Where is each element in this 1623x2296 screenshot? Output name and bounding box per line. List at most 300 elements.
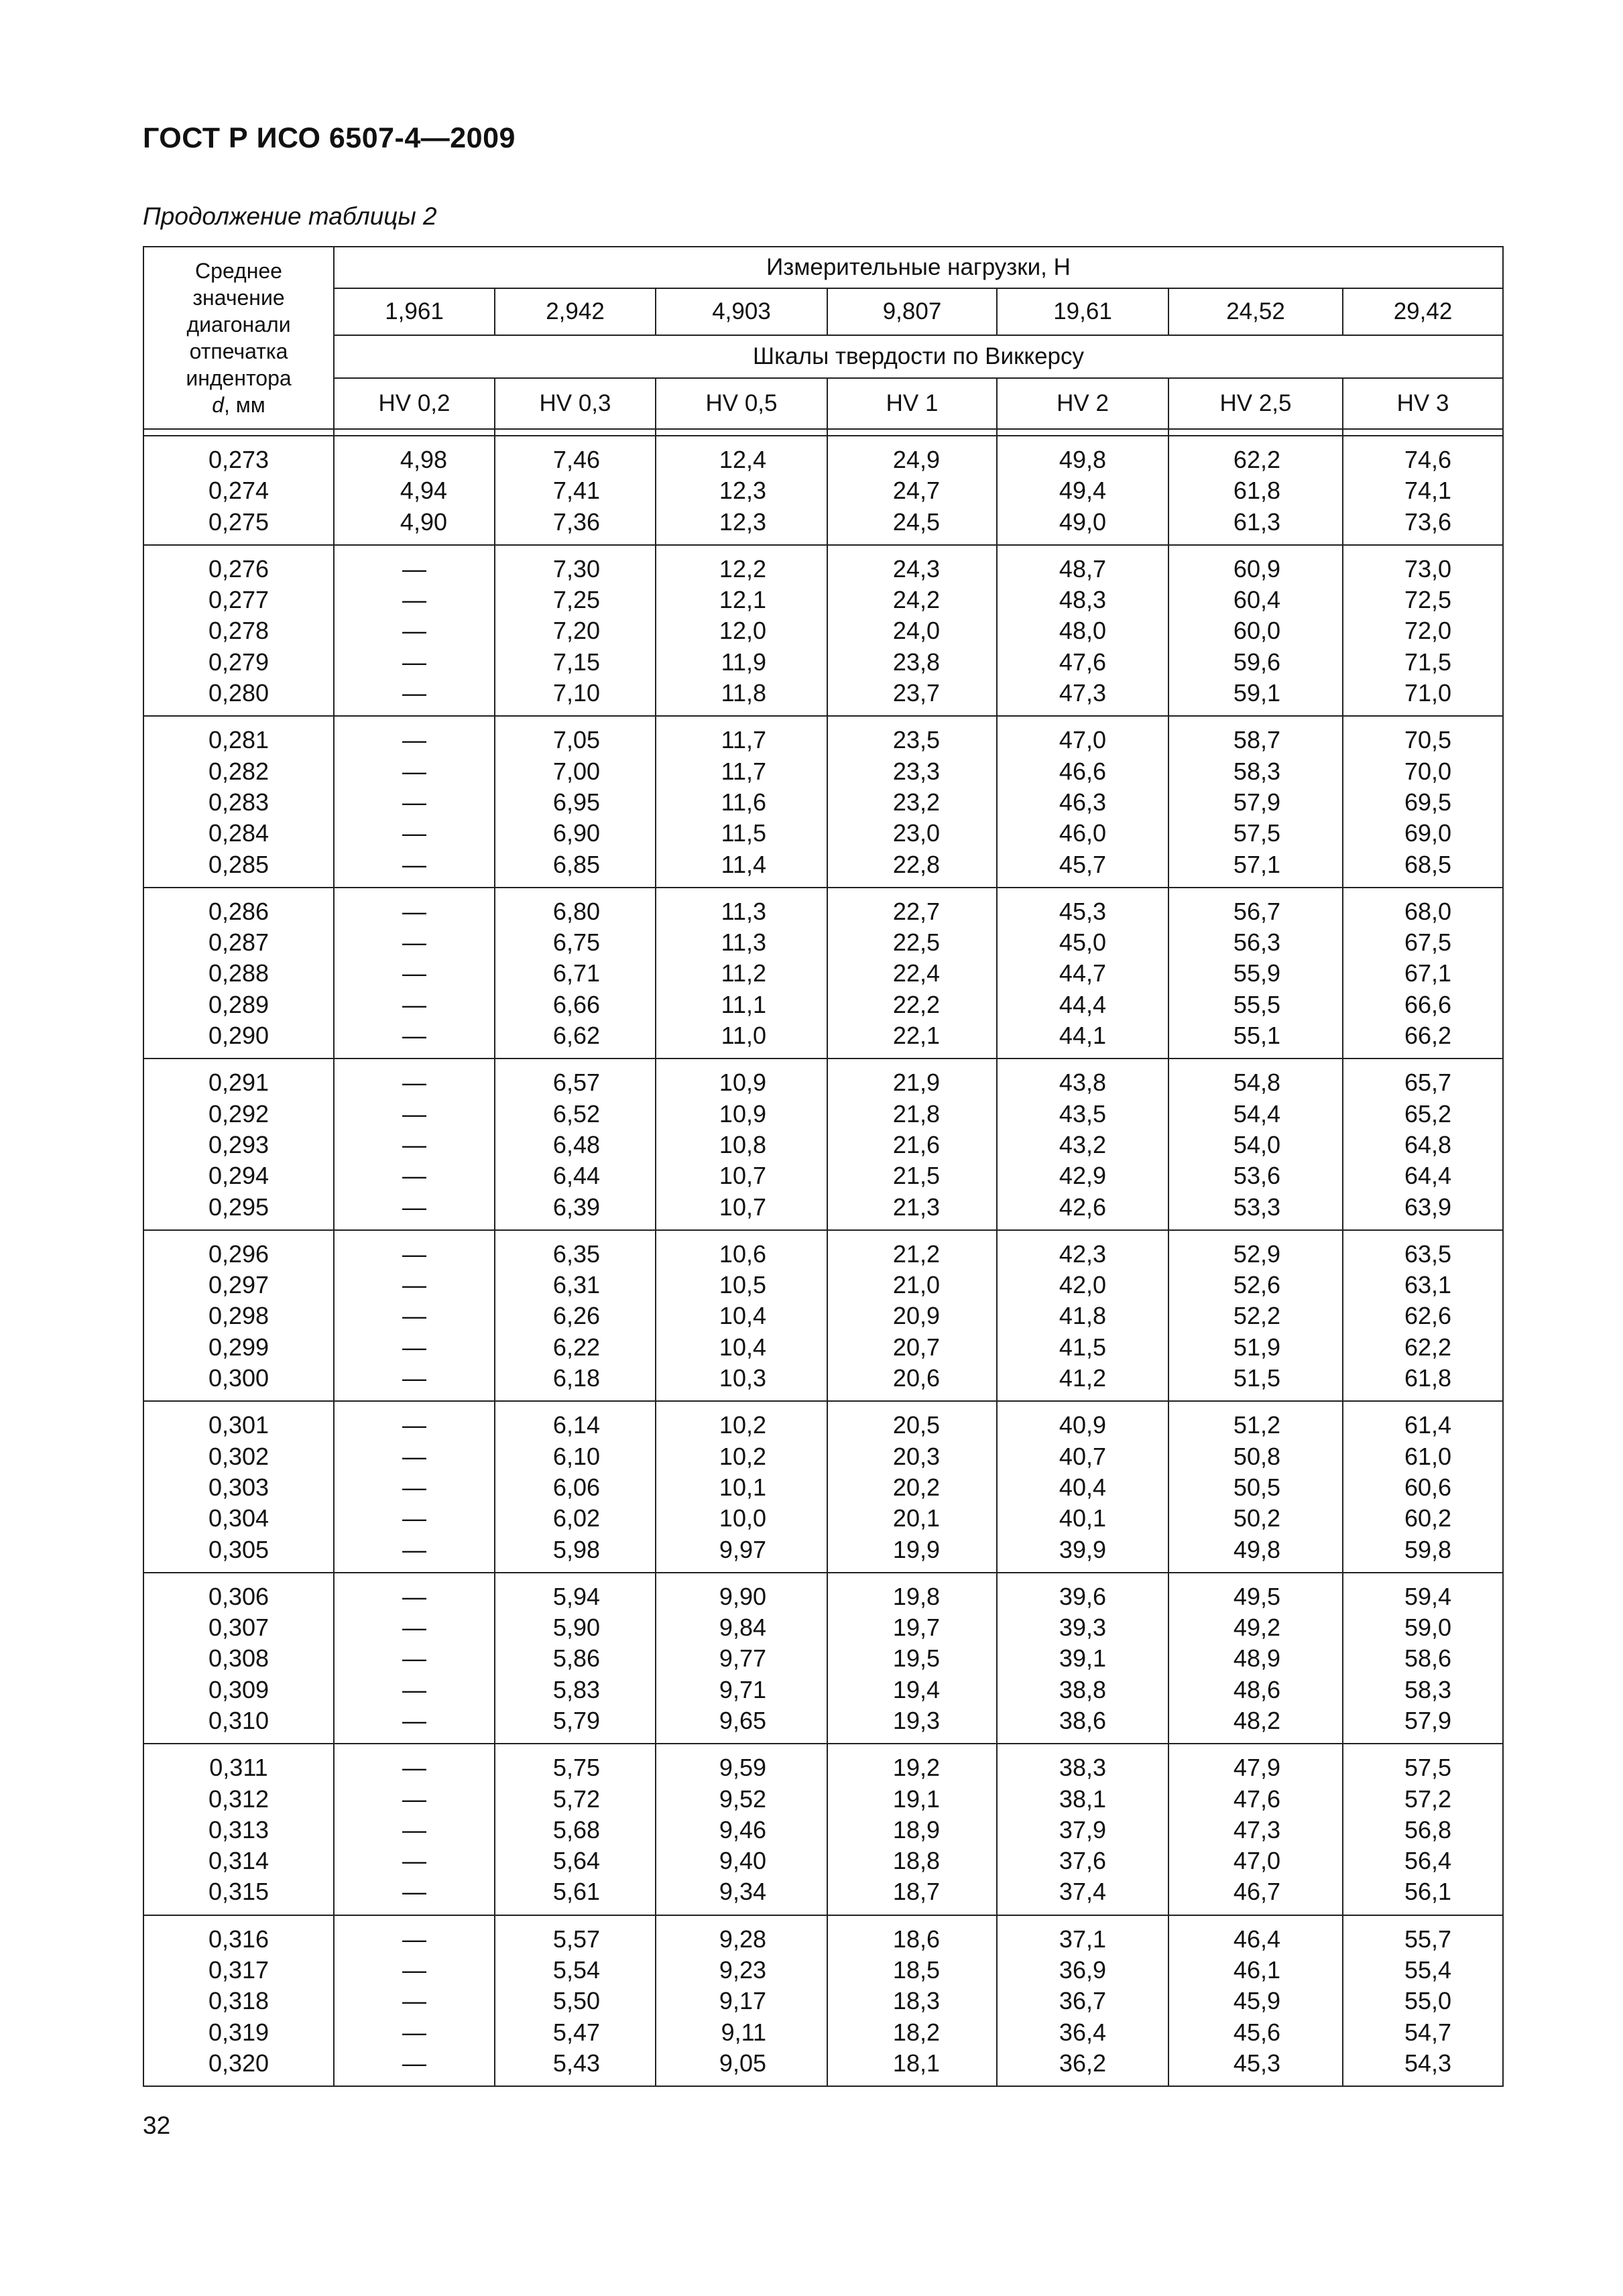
hardness-value: 20,9 xyxy=(892,1302,940,1330)
hardness-value: 56,1 xyxy=(1404,1878,1452,1906)
hardness-value: 60,6 xyxy=(1404,1473,1452,1501)
hardness-value: 40,9 xyxy=(1059,1411,1106,1439)
hardness-value: 11,6 xyxy=(721,788,766,816)
hardness-cell xyxy=(656,1401,827,1572)
diagonal-value: 0,319 xyxy=(208,2018,269,2046)
stub-header-unit: , мм xyxy=(224,393,265,417)
hardness-value: — xyxy=(402,1162,426,1190)
hardness-value: 49,5 xyxy=(1233,1582,1280,1610)
hardness-value: 7,41 xyxy=(552,477,600,505)
load-header-cell: 2,942 xyxy=(495,288,656,335)
hardness-value: 57,9 xyxy=(1404,1706,1452,1734)
hardness-value: 44,7 xyxy=(1059,959,1106,987)
diagonal-value: 0,286 xyxy=(208,897,269,925)
hardness-value: 68,0 xyxy=(1404,897,1452,925)
hardness-value: 59,4 xyxy=(1404,1582,1452,1610)
hardness-cell xyxy=(334,1744,495,1915)
hardness-value: 58,7 xyxy=(1233,726,1280,754)
hardness-value: 62,2 xyxy=(1233,446,1280,473)
hardness-value: 57,1 xyxy=(1233,850,1280,878)
hardness-value: 21,9 xyxy=(892,1069,940,1097)
hardness-value: — xyxy=(402,1473,426,1501)
stub-header-symbol: d xyxy=(212,393,224,417)
hardness-value: 6,85 xyxy=(552,850,600,878)
hardness-value: 54,4 xyxy=(1233,1099,1280,1128)
hardness-value: 49,0 xyxy=(1059,507,1106,536)
hardness-value: 6,75 xyxy=(552,928,600,957)
hardness-value: — xyxy=(402,1302,426,1330)
hardness-cell xyxy=(495,545,656,716)
hardness-value: 6,95 xyxy=(552,788,600,816)
hardness-value: 12,4 xyxy=(719,446,766,473)
hardness-value: 48,0 xyxy=(1059,617,1106,645)
stub-header-line: отпечатка xyxy=(189,339,288,363)
hardness-value: — xyxy=(402,1271,426,1299)
hardness-value: — xyxy=(402,1785,426,1813)
hardness-cell xyxy=(656,1744,827,1915)
hardness-value: 6,80 xyxy=(552,897,600,925)
hardness-value: 64,8 xyxy=(1404,1130,1452,1158)
hardness-value: 24,9 xyxy=(892,446,940,473)
hardness-value: 57,5 xyxy=(1233,819,1280,847)
hardness-value: 7,15 xyxy=(552,648,600,676)
hardness-value: 11,1 xyxy=(721,990,766,1018)
hardness-value: 6,31 xyxy=(552,1271,600,1299)
hardness-value: 51,5 xyxy=(1233,1364,1280,1392)
hardness-cell xyxy=(656,1230,827,1401)
hardness-value: 9,34 xyxy=(719,1878,766,1906)
hardness-value: 18,7 xyxy=(892,1878,940,1906)
hardness-value: 37,1 xyxy=(1059,1925,1106,1953)
hardness-value: 6,44 xyxy=(552,1162,600,1190)
row-group xyxy=(143,545,1503,716)
hardness-value: 46,0 xyxy=(1059,819,1106,847)
hardness-value: 7,46 xyxy=(552,446,600,473)
hardness-value: 20,2 xyxy=(892,1473,940,1501)
hardness-value: — xyxy=(402,2018,426,2046)
hardness-value: — xyxy=(402,1614,426,1642)
hardness-value: 43,5 xyxy=(1059,1099,1106,1128)
hardness-value: 10,9 xyxy=(719,1069,766,1097)
hardness-value: 65,2 xyxy=(1404,1099,1452,1128)
hardness-value: 58,6 xyxy=(1404,1644,1452,1673)
hardness-cell xyxy=(656,1573,827,1744)
diagonal-value: 0,293 xyxy=(208,1130,269,1158)
hardness-value: 4,90 xyxy=(400,507,447,536)
hardness-value: 59,8 xyxy=(1404,1535,1452,1563)
diagonal-value: 0,313 xyxy=(208,1815,269,1844)
hardness-cell xyxy=(1343,1915,1503,2086)
scales-title: Шкалы твердости по Виккерсу xyxy=(334,335,1503,378)
hardness-cell xyxy=(656,716,827,887)
hardness-value: 47,9 xyxy=(1233,1754,1280,1782)
hardness-value: — xyxy=(402,1815,426,1844)
hardness-cell xyxy=(656,888,827,1059)
hardness-value: — xyxy=(402,819,426,847)
hardness-cell xyxy=(997,1915,1168,2086)
hardness-value: 6,18 xyxy=(552,1364,600,1392)
hardness-value: 22,4 xyxy=(892,959,940,987)
hardness-value: 59,1 xyxy=(1233,679,1280,707)
hardness-value: 9,52 xyxy=(719,1785,766,1813)
hardness-cell xyxy=(334,888,495,1059)
hardness-value: 24,5 xyxy=(892,507,940,536)
hardness-value: 7,20 xyxy=(552,617,600,645)
diagonal-cell xyxy=(143,1401,334,1572)
hardness-value: 72,0 xyxy=(1404,617,1452,645)
hardness-value: 19,7 xyxy=(892,1614,940,1642)
hardness-value: 5,50 xyxy=(552,1987,600,2015)
hardness-value: — xyxy=(402,1333,426,1361)
diagonal-cell xyxy=(143,1744,334,1915)
hardness-value: 52,9 xyxy=(1233,1240,1280,1268)
hardness-value: — xyxy=(402,1987,426,2015)
hardness-value: 7,30 xyxy=(552,554,600,583)
hardness-value: — xyxy=(402,1504,426,1532)
hardness-value: 6,66 xyxy=(552,990,600,1018)
hardness-value: 21,8 xyxy=(892,1099,940,1128)
hardness-value: 41,8 xyxy=(1059,1302,1106,1330)
hardness-cell xyxy=(1168,545,1343,716)
hardness-value: 6,35 xyxy=(552,1240,600,1268)
hardness-value: 6,57 xyxy=(552,1069,600,1097)
hardness-value: 36,7 xyxy=(1059,1987,1106,2015)
hardness-value: 59,6 xyxy=(1233,648,1280,676)
hardness-value: 39,1 xyxy=(1059,1644,1106,1673)
hardness-value: 66,6 xyxy=(1404,990,1452,1018)
hardness-value: — xyxy=(402,617,426,645)
hardness-value: — xyxy=(402,1364,426,1392)
hardness-value: 10,0 xyxy=(719,1504,766,1532)
hardness-cell xyxy=(1343,1401,1503,1572)
hardness-value: 21,0 xyxy=(892,1271,940,1299)
hardness-value: 36,9 xyxy=(1059,1956,1106,1984)
diagonal-value: 0,284 xyxy=(208,819,269,847)
hardness-cell xyxy=(1168,1744,1343,1915)
hardness-value: 69,0 xyxy=(1404,819,1452,847)
hardness-value: — xyxy=(402,1878,426,1906)
hardness-cell xyxy=(495,436,656,545)
hardness-value: 64,4 xyxy=(1404,1162,1452,1190)
diagonal-value: 0,309 xyxy=(208,1675,269,1703)
hardness-cell xyxy=(827,1059,997,1229)
row-group xyxy=(143,1573,1503,1744)
hardness-value: 22,8 xyxy=(892,850,940,878)
diagonal-value: 0,276 xyxy=(208,554,269,583)
hardness-value: 5,94 xyxy=(552,1582,600,1610)
hardness-value: — xyxy=(402,1925,426,1953)
hardness-value: 11,9 xyxy=(721,648,766,676)
hardness-value: 67,1 xyxy=(1404,959,1452,987)
hardness-value: 52,2 xyxy=(1233,1302,1280,1330)
hardness-value: 48,3 xyxy=(1059,586,1106,614)
table-row xyxy=(143,1744,1503,1915)
hardness-value: — xyxy=(402,586,426,614)
hardness-value: 18,2 xyxy=(892,2018,940,2046)
hardness-value: 23,5 xyxy=(892,726,940,754)
diagonal-value: 0,278 xyxy=(208,617,269,645)
row-group xyxy=(143,1059,1503,1229)
hardness-value: 5,83 xyxy=(552,1675,600,1703)
hardness-value: 63,5 xyxy=(1404,1240,1452,1268)
row-group xyxy=(143,1915,1503,2086)
hardness-value: 40,1 xyxy=(1059,1504,1106,1532)
hardness-value: — xyxy=(402,1411,426,1439)
hardness-value: 42,3 xyxy=(1059,1240,1106,1268)
hardness-value: 62,6 xyxy=(1404,1302,1452,1330)
hardness-value: — xyxy=(402,1099,426,1128)
hardness-value: 10,1 xyxy=(719,1473,766,1501)
load-header-cell: 24,52 xyxy=(1168,288,1343,335)
hardness-value: 5,72 xyxy=(552,1785,600,1813)
hardness-value: 7,10 xyxy=(552,679,600,707)
hardness-value: 40,4 xyxy=(1059,1473,1106,1501)
load-header-cell: 4,903 xyxy=(656,288,827,335)
hardness-value: 68,5 xyxy=(1404,850,1452,878)
hardness-value: 54,3 xyxy=(1404,2049,1452,2077)
hardness-value: — xyxy=(402,959,426,987)
hardness-value: 4,98 xyxy=(400,446,447,473)
table-header xyxy=(143,247,1503,436)
load-header-cell: 29,42 xyxy=(1343,288,1503,335)
hardness-value: 55,1 xyxy=(1233,1022,1280,1050)
hardness-cell xyxy=(1343,545,1503,716)
hardness-value: 69,5 xyxy=(1404,788,1452,816)
hardness-value: 51,9 xyxy=(1233,1333,1280,1361)
hardness-value: 6,90 xyxy=(552,819,600,847)
hardness-cell xyxy=(334,1401,495,1572)
hardness-value: 45,3 xyxy=(1233,2049,1280,2077)
hardness-value: 45,3 xyxy=(1059,897,1106,925)
hardness-value: 19,8 xyxy=(892,1582,940,1610)
hardness-value: 10,8 xyxy=(719,1130,766,1158)
hardness-cell xyxy=(997,716,1168,887)
hardness-value: 48,9 xyxy=(1233,1644,1280,1673)
hardness-value: 21,2 xyxy=(892,1240,940,1268)
stub-header-line: диагонали xyxy=(186,312,291,337)
diagonal-value: 0,273 xyxy=(208,446,269,473)
diagonal-value: 0,274 xyxy=(208,477,269,505)
hardness-value: 46,1 xyxy=(1233,1956,1280,1984)
hardness-value: 9,90 xyxy=(719,1582,766,1610)
hardness-value: 5,75 xyxy=(552,1754,600,1782)
hardness-value: — xyxy=(402,1240,426,1268)
scale-header-cell: HV 0,2 xyxy=(334,378,495,429)
hardness-value: 59,0 xyxy=(1404,1614,1452,1642)
hardness-value: 54,8 xyxy=(1233,1069,1280,1097)
hardness-value: 55,0 xyxy=(1404,1987,1452,2015)
hardness-value: 5,57 xyxy=(552,1925,600,1953)
diagonal-value: 0,317 xyxy=(208,1956,269,1984)
hardness-value: 6,14 xyxy=(552,1411,600,1439)
hardness-value: 5,54 xyxy=(552,1956,600,1984)
hardness-value: 10,4 xyxy=(719,1333,766,1361)
hardness-value: — xyxy=(402,1582,426,1610)
hardness-cell xyxy=(1343,1744,1503,1915)
hardness-cell xyxy=(827,1401,997,1572)
hardness-value: 9,71 xyxy=(719,1675,766,1703)
hardness-value: — xyxy=(402,648,426,676)
hardness-value: 18,6 xyxy=(892,1925,940,1953)
hardness-cell xyxy=(1168,1573,1343,1744)
hardness-value: 36,4 xyxy=(1059,2018,1106,2046)
hardness-value: 19,1 xyxy=(892,1785,940,1813)
hardness-value: 7,00 xyxy=(552,757,600,785)
hardness-cell xyxy=(334,545,495,716)
hardness-cell xyxy=(827,1230,997,1401)
document-id: ГОСТ Р ИСО 6507-4—2009 xyxy=(143,122,516,154)
hardness-cell xyxy=(495,888,656,1059)
row-group xyxy=(143,888,1503,1059)
hardness-cell xyxy=(1343,888,1503,1059)
hardness-value: — xyxy=(402,1130,426,1158)
hardness-value: 19,2 xyxy=(892,1754,940,1782)
hardness-value: 41,2 xyxy=(1059,1364,1106,1392)
hardness-cell xyxy=(1343,1230,1503,1401)
hardness-cell xyxy=(1168,1230,1343,1401)
loads-title: Измерительные нагрузки, Н xyxy=(334,247,1503,288)
hardness-value: 19,9 xyxy=(892,1535,940,1563)
diagonal-value: 0,287 xyxy=(208,928,269,957)
hardness-value: 47,6 xyxy=(1233,1785,1280,1813)
hardness-cell xyxy=(495,1059,656,1229)
hardness-value: 22,1 xyxy=(892,1022,940,1050)
hardness-value: 10,2 xyxy=(719,1442,766,1470)
stub-header-cell xyxy=(143,247,334,429)
hardness-value: — xyxy=(402,554,426,583)
hardness-cell xyxy=(334,1915,495,2086)
diagonal-cell xyxy=(143,1573,334,1744)
hardness-cell xyxy=(997,545,1168,716)
table-row xyxy=(143,1059,1503,1229)
hardness-value: 5,68 xyxy=(552,1815,600,1844)
hardness-value: 50,2 xyxy=(1233,1504,1280,1532)
hardness-value: 54,7 xyxy=(1404,2018,1452,2046)
diagonal-value: 0,295 xyxy=(208,1193,269,1221)
hardness-value: 53,6 xyxy=(1233,1162,1280,1190)
diagonal-value: 0,315 xyxy=(208,1878,269,1906)
hardness-cell xyxy=(1343,436,1503,545)
hardness-value: 58,3 xyxy=(1404,1675,1452,1703)
hardness-cell xyxy=(334,1573,495,1744)
hardness-value: 56,7 xyxy=(1233,897,1280,925)
table-caption: Продолжение таблицы 2 xyxy=(143,202,437,230)
diagonal-value: 0,279 xyxy=(208,648,269,676)
hardness-cell xyxy=(1343,1059,1503,1229)
hardness-cell xyxy=(334,436,495,545)
hardness-cell xyxy=(1168,888,1343,1059)
scales-row xyxy=(143,378,1503,429)
hardness-value: 61,0 xyxy=(1404,1442,1452,1470)
hardness-value: 46,3 xyxy=(1059,788,1106,816)
hardness-value: 41,5 xyxy=(1059,1333,1106,1361)
diagonal-value: 0,275 xyxy=(208,507,269,536)
scale-header-cell: HV 1 xyxy=(827,378,997,429)
hardness-value: 11,4 xyxy=(721,850,766,878)
hardness-value: 10,4 xyxy=(719,1302,766,1330)
page-number: 32 xyxy=(143,2112,171,2139)
hardness-cell xyxy=(1168,1401,1343,1572)
table-row xyxy=(143,436,1503,545)
row-group xyxy=(143,1230,1503,1401)
hardness-value: — xyxy=(402,1069,426,1097)
hardness-value: 61,3 xyxy=(1233,507,1280,536)
hardness-value: 11,5 xyxy=(721,819,766,847)
diagonal-value: 0,310 xyxy=(208,1706,269,1734)
scale-header-cell: HV 0,5 xyxy=(656,378,827,429)
hardness-value: 22,7 xyxy=(892,897,940,925)
diagonal-cell xyxy=(143,1915,334,2086)
hardness-value: 24,7 xyxy=(892,477,940,505)
diagonal-value: 0,294 xyxy=(208,1162,269,1190)
hardness-value: 47,0 xyxy=(1233,1847,1280,1875)
hardness-value: 10,7 xyxy=(719,1193,766,1221)
hardness-value: 18,9 xyxy=(892,1815,940,1844)
header-separator xyxy=(143,429,1503,436)
hardness-value: 24,3 xyxy=(892,554,940,583)
hardness-value: 18,5 xyxy=(892,1956,940,1984)
hardness-value: 12,1 xyxy=(719,586,766,614)
hardness-value: 23,3 xyxy=(892,757,940,785)
hardness-cell xyxy=(997,1573,1168,1744)
hardness-value: 9,11 xyxy=(721,2018,766,2046)
hardness-value: 37,9 xyxy=(1059,1815,1106,1844)
hardness-value: 5,61 xyxy=(552,1878,600,1906)
hardness-value: 6,48 xyxy=(552,1130,600,1158)
load-header-cell: 1,961 xyxy=(334,288,495,335)
hardness-value: 47,6 xyxy=(1059,648,1106,676)
hardness-value: 6,26 xyxy=(552,1302,600,1330)
diagonal-cell xyxy=(143,888,334,1059)
hardness-cell xyxy=(997,1230,1168,1401)
hardness-value: 74,6 xyxy=(1404,446,1452,473)
diagonal-value: 0,307 xyxy=(208,1614,269,1642)
diagonal-value: 0,301 xyxy=(208,1411,269,1439)
hardness-value: — xyxy=(402,1644,426,1673)
hardness-value: 53,3 xyxy=(1233,1193,1280,1221)
hardness-value: 21,6 xyxy=(892,1130,940,1158)
hardness-value: 9,40 xyxy=(719,1847,766,1875)
hardness-value: — xyxy=(402,1193,426,1221)
hardness-value: 52,6 xyxy=(1233,1271,1280,1299)
loads-row xyxy=(143,288,1503,335)
hardness-value: 74,1 xyxy=(1404,477,1452,505)
hardness-value: 56,3 xyxy=(1233,928,1280,957)
hardness-value: 11,3 xyxy=(721,928,766,957)
hardness-cell xyxy=(1343,1573,1503,1744)
hardness-value: 19,4 xyxy=(892,1675,940,1703)
hardness-cell xyxy=(827,1915,997,2086)
hardness-value: 6,39 xyxy=(552,1193,600,1221)
hardness-value: 38,3 xyxy=(1059,1754,1106,1782)
diagonal-value: 0,282 xyxy=(208,757,269,785)
hardness-value: 22,2 xyxy=(892,990,940,1018)
hardness-value: 18,3 xyxy=(892,1987,940,2015)
hardness-value: 70,0 xyxy=(1404,757,1452,785)
diagonal-value: 0,291 xyxy=(208,1069,269,1097)
hardness-value: 23,7 xyxy=(892,679,940,707)
hardness-value: 10,2 xyxy=(719,1411,766,1439)
hardness-table xyxy=(143,246,1504,2087)
hardness-value: 55,7 xyxy=(1404,1925,1452,1953)
diagonal-value: 0,298 xyxy=(208,1302,269,1330)
hardness-value: 57,2 xyxy=(1404,1785,1452,1813)
hardness-cell xyxy=(656,436,827,545)
diagonal-value: 0,306 xyxy=(208,1582,269,1610)
hardness-value: 9,77 xyxy=(719,1644,766,1673)
hardness-value: — xyxy=(402,928,426,957)
hardness-value: 24,2 xyxy=(892,586,940,614)
